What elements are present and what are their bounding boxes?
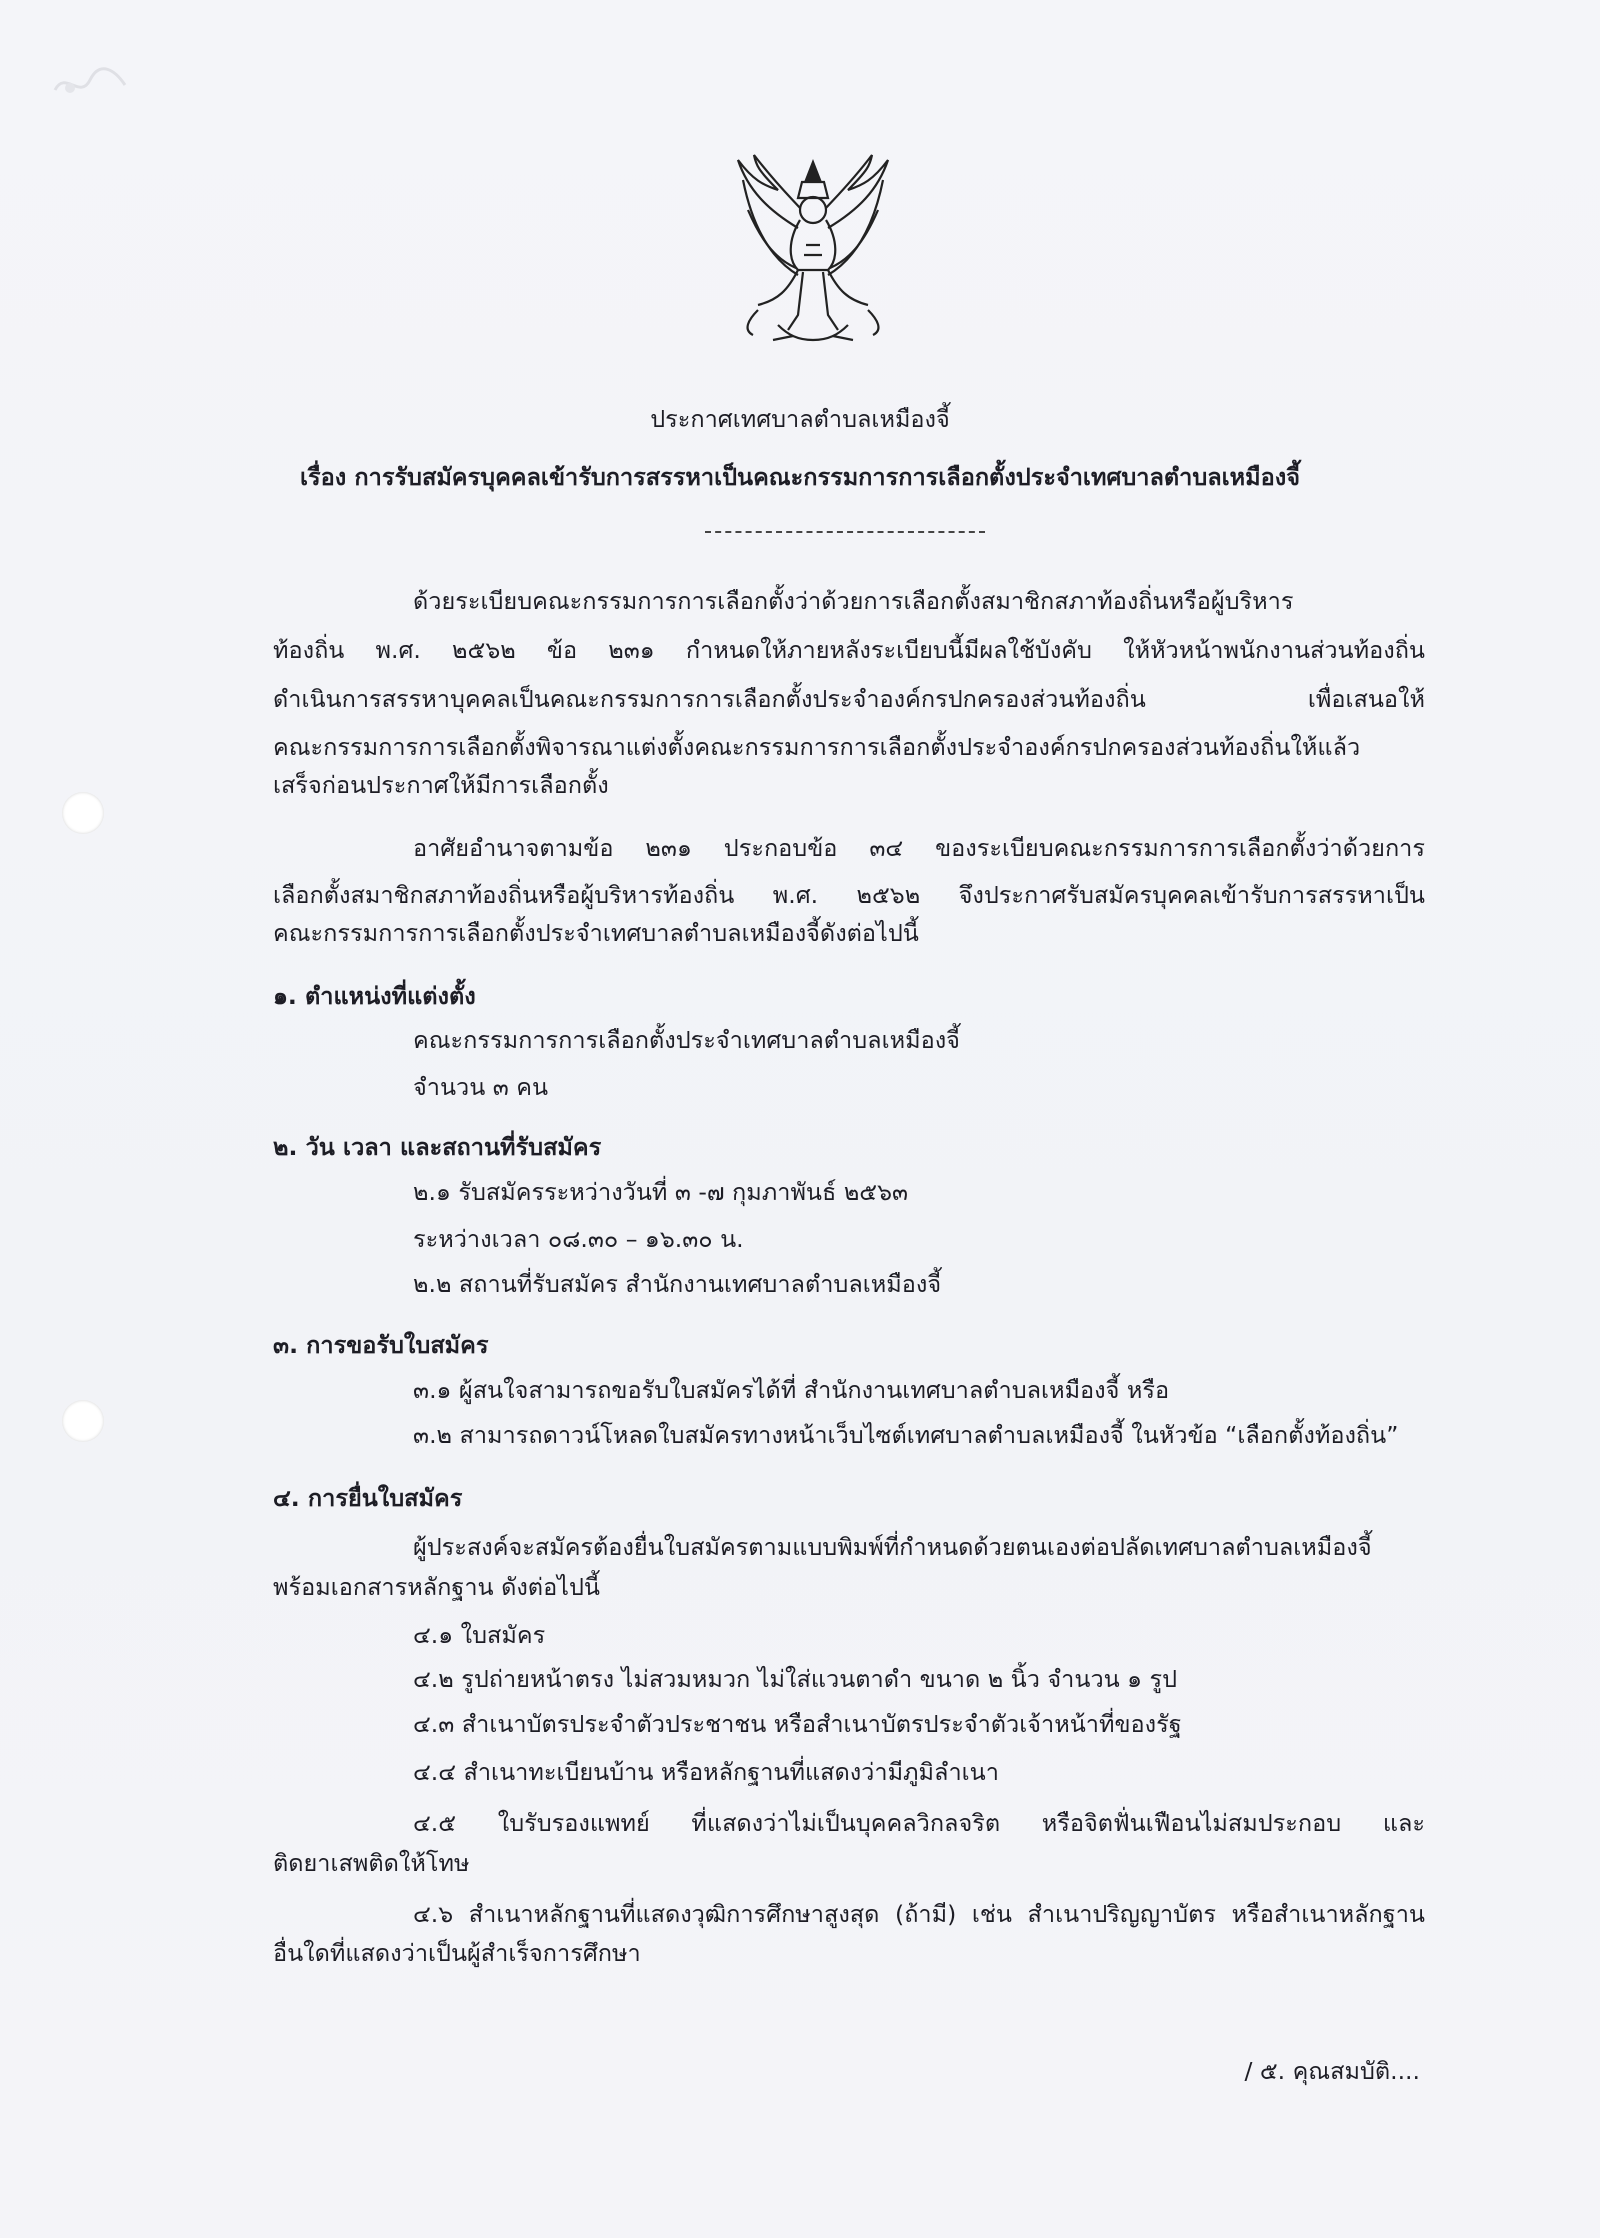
intro-p1-line: คณะกรรมการการเลือกตั้งพิจารณาแต่งตั้งคณะกรรมการการเลือกตั้งประจำองค์กรปกครองส่วนท้องถิ่นให้แล้ว xyxy=(273,733,1361,761)
section-line: ผู้ประสงค์จะสมัครต้องยื่นใบสมัครตามแบบพิมพ์ที่กำหนดด้วยตนเองต่อปลัดเทศบาลตำบลเหมืองจี้ xyxy=(413,1533,1372,1561)
section-line: พร้อมเอกสารหลักฐาน ดังต่อไปนี้ xyxy=(273,1573,600,1601)
announcement-title: ประกาศเทศบาลตำบลเหมืองจี้ xyxy=(650,405,950,433)
intro-p1-line: ด้วยระเบียบคณะกรรมการการเลือกตั้งว่าด้วยการเลือกตั้งสมาชิกสภาท้องถิ่นหรือผู้บริหาร xyxy=(413,587,1294,615)
section-heading: ๒. วัน เวลา และสถานที่รับสมัคร xyxy=(273,1133,602,1161)
section-line: ๓.๒ สามารถดาวน์โหลดใบสมัครทางหน้าเว็บไซต์เทศบาลตำบลเหมืองจี้ ในหัวข้อ “เลือกตั้งท้องถิ่น” xyxy=(413,1421,1399,1449)
list-item: ๔.๓ สำเนาบัตรประจำตัวประชาชน หรือสำเนาบัตรประจำตัวเจ้าหน้าที่ของรัฐ xyxy=(413,1710,1182,1738)
list-item: ๔.๒ รูปถ่ายหน้าตรง ไม่สวมหมวก ไม่ใส่แวนตาดำ ขนาด ๒ นิ้ว จำนวน ๑ รูป xyxy=(413,1665,1178,1693)
punch-hole-top xyxy=(62,792,104,834)
intro-p1-line: เสร็จก่อนประกาศให้มีการเลือกตั้ง xyxy=(273,771,609,799)
punch-hole-bottom xyxy=(62,1400,104,1442)
garuda-emblem-icon xyxy=(718,150,908,360)
section-line: ๒.๒ สถานที่รับสมัคร สำนักงานเทศบาลตำบลเหมืองจี้ xyxy=(413,1270,942,1298)
intro-p1-line: ท้องถิ่น พ.ศ. ๒๕๖๒ ข้อ ๒๓๑ กำหนดให้ภายหลังระเบียบนี้มีผลใช้บังคับ ให้หัวหน้าพนักงานส่วนท้องถิ่น xyxy=(273,636,1425,664)
list-item: ๔.๖ สำเนาหลักฐานที่แสดงวุฒิการศึกษาสูงสุด (ถ้ามี) เช่น สำเนาปริญญาบัตร หรือสำเนาหลักฐาน xyxy=(413,1900,1425,1928)
section-line: ๒.๑ รับสมัครระหว่างวันที่ ๓ -๗ กุมภาพันธ์ ๒๕๖๓ xyxy=(413,1178,909,1206)
intro-p1-line: ดำเนินการสรรหาบุคคลเป็นคณะกรรมการการเลือกตั้งประจำองค์กรปกครองส่วนท้องถิ่น เพื่อเสนอให้ xyxy=(273,685,1425,713)
list-item: ติดยาเสพติดให้โทษ xyxy=(273,1849,470,1877)
intro-p2-line: เลือกตั้งสมาชิกสภาท้องถิ่นหรือผู้บริหารท้องถิ่น พ.ศ. ๒๕๖๒ จึงประกาศรับสมัครบุคคลเข้ารับการสรรหาเป็น xyxy=(273,881,1425,909)
list-item: ๔.๔ สำเนาทะเบียนบ้าน หรือหลักฐานที่แสดงว่ามีภูมิลำเนา xyxy=(413,1758,999,1786)
title-divider xyxy=(705,531,985,533)
section-line: ๓.๑ ผู้สนใจสามารถขอรับใบสมัครได้ที่ สำนักงานเทศบาลตำบลเหมืองจี้ หรือ xyxy=(413,1376,1170,1404)
list-item: อื่นใดที่แสดงว่าเป็นผู้สำเร็จการศึกษา xyxy=(273,1939,641,1967)
section-heading: ๑. ตำแหน่งที่แต่งตั้ง xyxy=(273,982,476,1010)
list-item: ๔.๕ ใบรับรองแพทย์ ที่แสดงว่าไม่เป็นบุคคลวิกลจริต หรือจิตฟั่นเฟือนไม่สมประกอบ และ xyxy=(413,1809,1425,1837)
intro-p2-line: คณะกรรมการการเลือกตั้งประจำเทศบาลตำบลเหมืองจี้ดังต่อไปนี้ xyxy=(273,919,919,947)
section-heading: ๓. การขอรับใบสมัคร xyxy=(273,1331,489,1359)
section-line: คณะกรรมการการเลือกตั้งประจำเทศบาลตำบลเหมืองจี้ xyxy=(413,1026,960,1054)
section-line: จำนวน ๓ คน xyxy=(413,1073,549,1101)
stain-mark xyxy=(50,60,130,110)
section-line: ระหว่างเวลา ๐๘.๓๐ – ๑๖.๓๐ น. xyxy=(413,1225,744,1253)
continuation-note: / ๕. คุณสมบัติ.... xyxy=(1244,2057,1420,2085)
intro-p2-line: อาศัยอำนาจตามข้อ ๒๓๑ ประกอบข้อ ๓๔ ของระเบียบคณะกรรมการการเลือกตั้งว่าด้วยการ xyxy=(413,834,1425,862)
list-item: ๔.๑ ใบสมัคร xyxy=(413,1621,546,1649)
announcement-subject: เรื่อง การรับสมัครบุคคลเข้ารับการสรรหาเป็นคณะกรรมการการเลือกตั้งประจำเทศบาลตำบลเหมืองจี้ xyxy=(299,463,1301,491)
section-heading: ๔. การยื่นใบสมัคร xyxy=(273,1484,463,1512)
